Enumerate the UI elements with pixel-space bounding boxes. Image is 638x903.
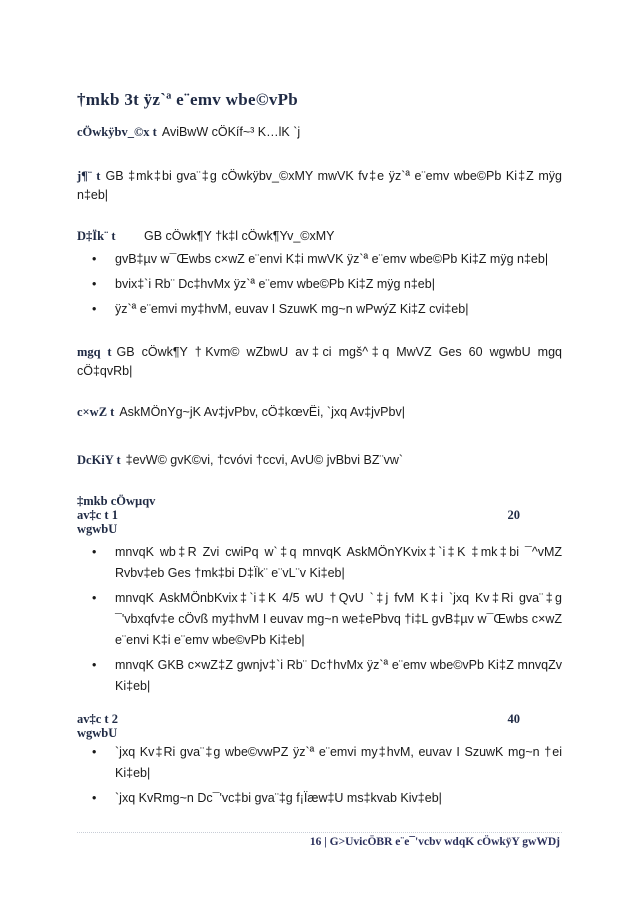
method-label: c×wZ t [77,405,115,419]
materials-label: DcKiY t [77,453,121,467]
step-1-minutes: 20 [507,508,520,522]
time-label: mgq t [77,345,112,359]
objective-line [77,227,562,246]
step-1-label: av‡c t 1 [77,508,118,522]
list-item: • `jxq KvRmg~n Dc¯'vc‡bi gva¨‡g f¡Ïæw‡U ms‡kvab Kiv‡eb| [90,788,562,809]
bullet-icon: • [92,252,97,266]
goal-paragraph [77,167,562,205]
footer-divider [77,832,562,833]
step-2-list [90,742,562,813]
list-item: • mnvqK GKB c×wZ‡Z gwnjv‡`i Rb¨ Dc†hvMx ÿz`ª e¨emv wbe©vPb Ki‡Z mnvqZv Ki‡eb| [90,655,562,697]
list-item: • `jxq Kv‡Ri gva¨‡g wbe©vwPZ ÿz`ª e¨emvi my‡hvM, euvav I SzuwK mg~n †ei Ki‡eb| [90,742,562,784]
list-item: • bvix‡`i Rb¨ Dc‡hvMx ÿz`ª e¨emv wbe©Pb Ki‡Z mÿg n‡eb| [90,274,562,295]
list-item: • gvB‡µv w¯Œwbs c×wZ e¨envi K‡i mwVK ÿz`ª e¨emv wbe©Pb Ki‡Z mÿg n‡eb| [90,249,562,270]
objective-label: D‡Ïk¨ t [77,229,116,243]
method-text: AskMÖnYg~jK Av‡jvPbv, cÖ‡kœvËi, `jxq Av‡jvPbv| [119,405,405,419]
bullet-icon: • [92,302,97,316]
session-heading: ‡mkb cÖwµqv [77,494,156,508]
list-item: • ÿz`ª e¨emvi my‡hvM, euvav I SzuwK mg~n wPwýZ Ki‡Z cvi‡eb| [90,299,562,320]
list-item: • mnvqK AskMÖnbKvix‡`i‡K 4/5 wU †QvU `‡j fvM K‡i `jxq Kv‡Ri gva¨‡g ¯'vbxqfv‡e cÖvß my‡hvM I euvav mg~n we‡ePbvq †i‡L gvB‡µv w¯Œwbs c×wZ e¨envi K‡i e¨emv wbe©vPb Ki‡eb| [90,588,562,651]
step-2-header [77,712,562,726]
participants-line [77,123,562,142]
step-1-header [77,508,562,522]
step-2-minutes: 40 [507,712,520,726]
bullet-icon: • [92,591,97,605]
bullet-icon: • [92,791,97,805]
bullet-icon: • [92,658,97,672]
page-footer: 16 | G>UvicÖBR e¨e¯'vcbv wdqK cÖwkÿY gwWDj [309,836,560,848]
participants-label: cÖwkÿbv_©x t [77,125,157,139]
list-item: • mnvqK wb‡R Zvi cwiPq w`‡q mnvqK AskMÖnYKvix‡`i‡K ‡mk‡bi ¯^vMZ Rvbv‡eb Ges †mk‡bi D‡Ïk¨ e¨vL¨v Ki‡eb| [90,542,562,584]
participants-text: AviBwW cÖKíf~³ K…lK `j [161,125,301,139]
goal-label: j¶¨ t [77,169,101,183]
objective-intro: GB cÖwk¶Y †k‡l cÖwk¶Yv_©xMY [144,229,335,243]
step-1-list [90,542,562,701]
materials-line [77,451,562,470]
time-text: GB cÖwk¶Y †Kvm© wZbwU av‡ci mgš^‡q MwVZ Ges 60 wgwbU mgq cÖ‡qvRb| [77,345,562,378]
step-2-unit: wgwbU [77,726,118,740]
objective-list [90,249,562,324]
bullet-icon: • [92,277,97,291]
goal-text: GB ‡mk‡bi gva¨‡g cÖwkÿbv_©xMY mwVK fv‡e ÿz`ª e¨emv wbe©Pb Ki‡Z mÿg n‡eb| [77,169,562,202]
time-paragraph [77,343,562,381]
page-title: †mkb 3t ÿz`ª e¨emv wbe©vPb [77,90,299,109]
materials-text: ‡evW© gvK©vi, †cvóvi †ccvi, AvU© jvBbvi BZ¨vw` [125,453,404,467]
step-1-unit: wgwbU [77,522,118,536]
step-2-label: av‡c t 2 [77,712,118,726]
bullet-icon: • [92,745,97,759]
bullet-icon: • [92,545,97,559]
method-line [77,403,562,422]
